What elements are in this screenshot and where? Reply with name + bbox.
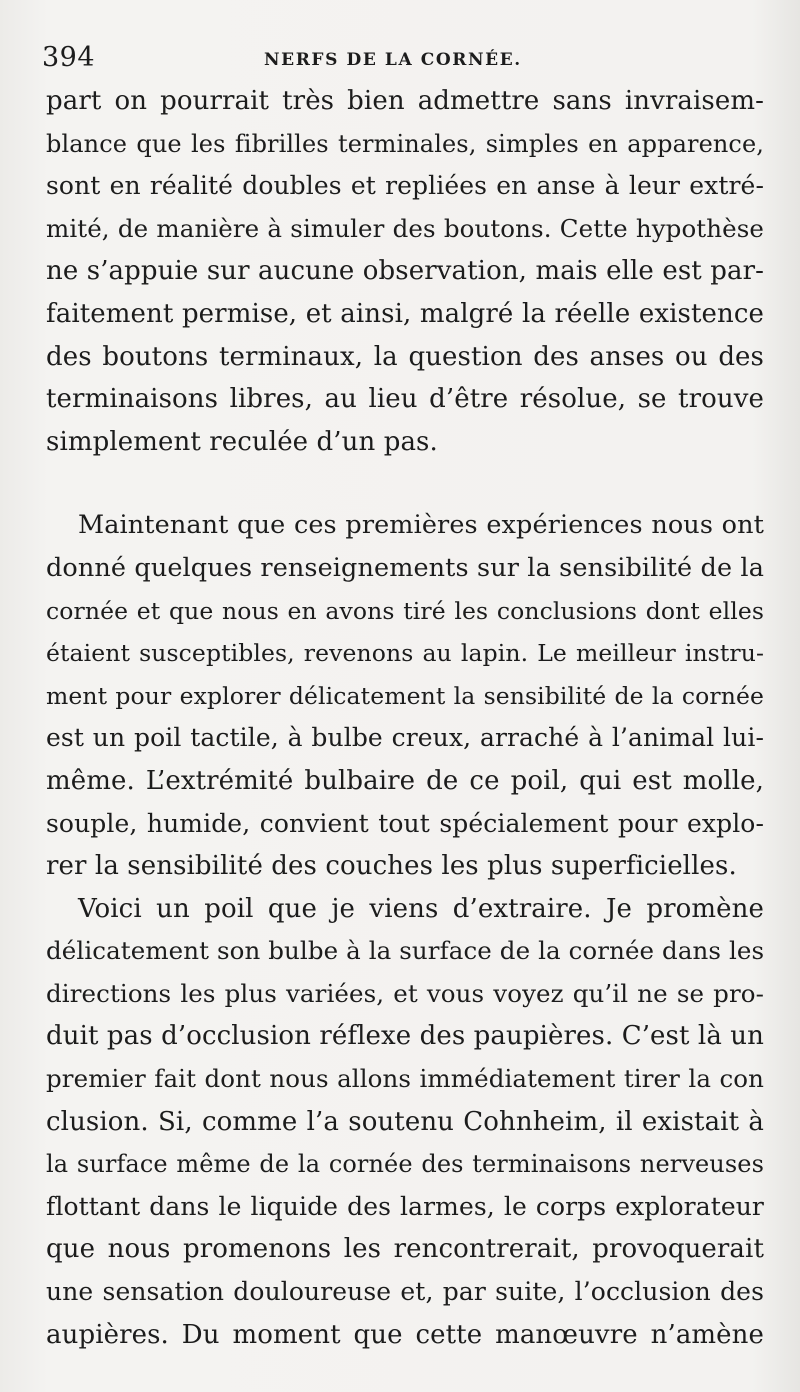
text-line: que nous promenons les rencontrerait, provoquerait [46, 1234, 764, 1265]
text-line: donné quelques renseignements sur la sensibilité de la [46, 552, 764, 583]
text-line: est un poil tactile, à bulbe creux, arraché à l’animal lui- [46, 723, 764, 753]
text-line: simplement reculée d’un pas. [46, 426, 438, 457]
body-text [46, 80, 764, 1356]
text-line: Maintenant que ces premières expériences nous ont [78, 510, 764, 541]
text-line: étaient susceptibles, revenons au lapin. Le meilleur instru- [46, 639, 764, 668]
text-line: aupières. Du moment que cette manœuvre n’amène [46, 1319, 764, 1350]
text-line: blance que les fibrilles terminales, simples en apparence, [46, 129, 764, 158]
paragraph [46, 888, 764, 1357]
page-number: 394 [42, 42, 96, 73]
text-line: rer la sensibilité des couches les plus superficielles. [46, 851, 737, 882]
text-line: duit pas d’occlusion réflexe des paupières. C’est là un [46, 1021, 764, 1052]
text-line: clusion. Si, comme l’a soutenu Cohnheim, il existait à [46, 1106, 764, 1137]
page-header [42, 42, 742, 82]
text-line: faitement permise, et ainsi, malgré la réelle existence [46, 298, 764, 329]
paragraph [46, 504, 764, 887]
running-head: NERFS DE LA CORNÉE. [264, 50, 522, 70]
text-line: ne s’appuie sur aucune observation, mais elle est par- [46, 256, 764, 287]
text-line: premier fait dont nous allons immédiatement tirer la con [46, 1064, 764, 1094]
text-line: délicatement son bulbe à la surface de la cornée dans les [46, 936, 765, 966]
text-line: ment pour explorer délicatement la sensibilité de la cornée [46, 681, 764, 710]
text-line: la surface même de la cornée des terminaisons nerveuses [46, 1150, 764, 1179]
text-line: terminaisons libres, au lieu d’être résolue, se trouve [46, 384, 764, 415]
paragraph-gap [46, 463, 764, 504]
paragraph [46, 80, 764, 463]
text-line: une sensation douloureuse et, par suite, l’occlusion des [46, 1277, 764, 1307]
text-line: mité, de manière à simuler des boutons. Cette hypothèse [46, 213, 764, 243]
text-line: des boutons terminaux, la question des anses ou des [46, 341, 764, 372]
text-line: flottant dans le liquide des larmes, le corps explorateur [46, 1191, 764, 1221]
text-line: souple, humide, convient tout spécialement pour explo- [46, 808, 764, 838]
text-line: part on pourrait très bien admettre sans invraisem- [46, 86, 764, 116]
text-line: directions les plus variées, et vous voyez qu’il ne se pro- [46, 978, 764, 1008]
text-line: sont en réalité doubles et repliées en anse à leur extré- [46, 171, 764, 201]
text-line: Voici un poil que je viens d’extraire. Je promène [78, 893, 764, 924]
text-line: cornée et que nous en avons tiré les conclusions dont elles [46, 596, 764, 625]
text-line: même. L’extrémité bulbaire de ce poil, qui est molle, [46, 765, 764, 796]
